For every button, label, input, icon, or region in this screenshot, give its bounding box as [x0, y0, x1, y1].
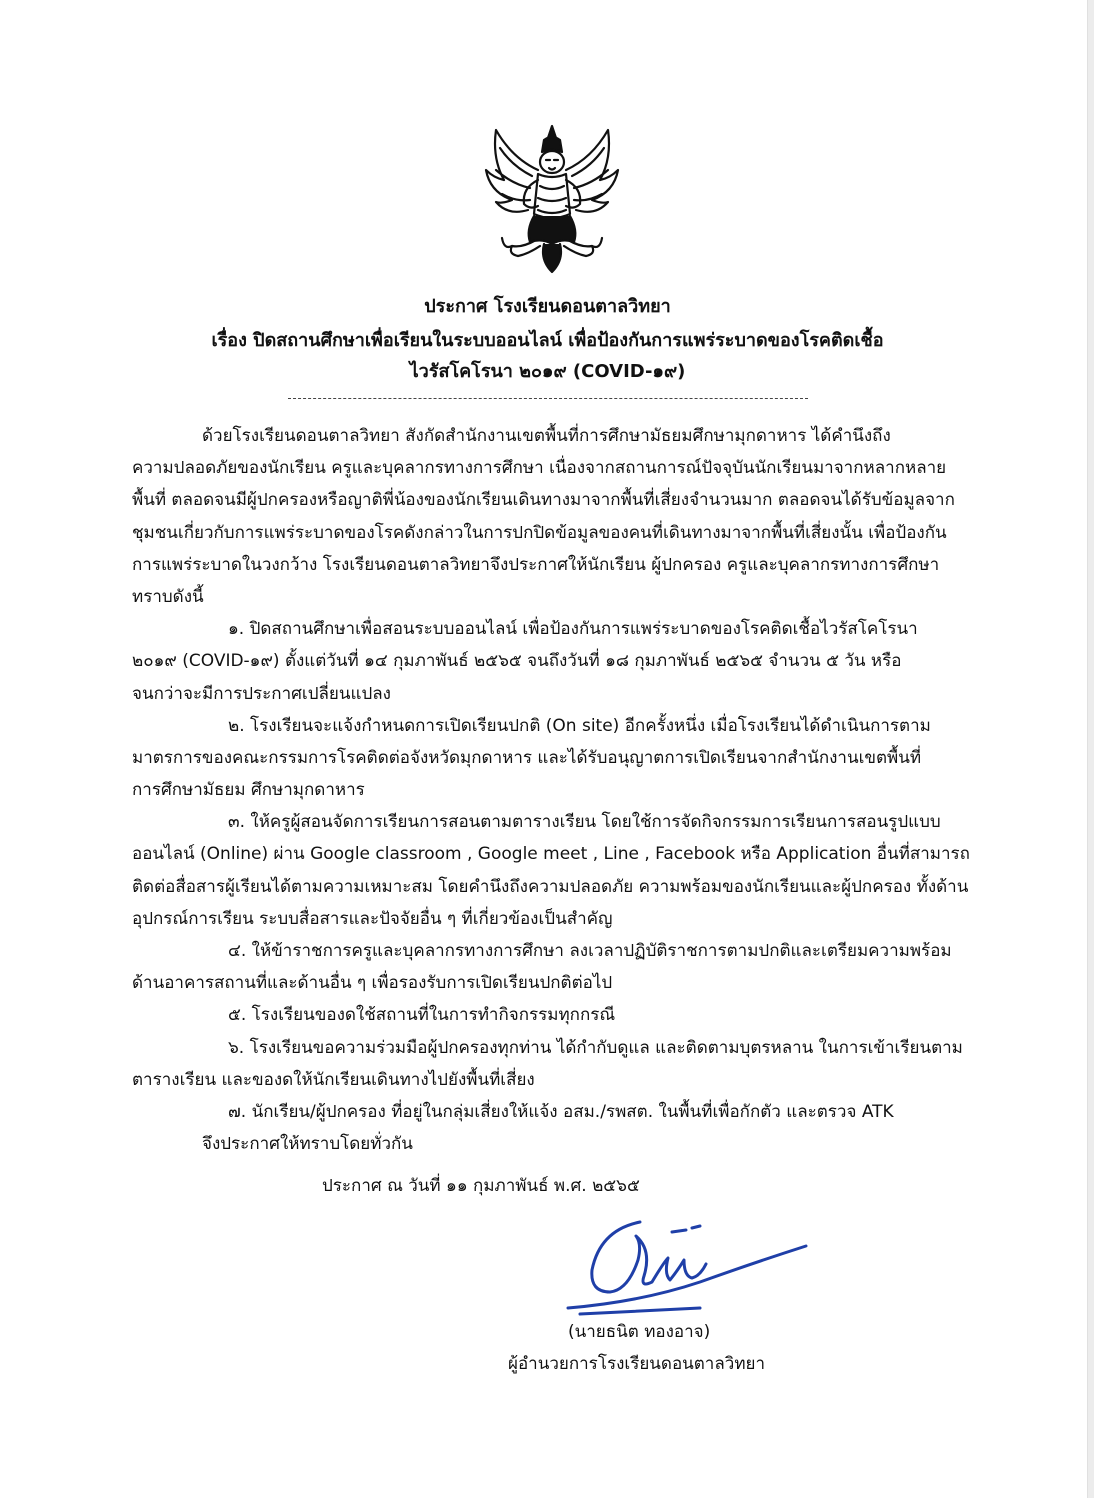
item-6-line: ๖. โรงเรียนขอความร่วมมือผู้ปกครองทุกท่าน ได้กำกับดูแล และติดตามบุตรหลาน ในการเข้าเรียนตาม [228, 1037, 963, 1058]
item-3-line: ๓. ให้ครูผู้สอนจัดการเรียนการสอนตามตารางเรียน โดยใช้การจัดกิจกรรมการเรียนการสอนรูปแบบ [228, 812, 941, 833]
intro-line: การแพร่ระบาดในวงกว้าง โรงเรียนดอนตาลวิทยาจึงประกาศให้นักเรียน ผู้ปกครอง ครูและบุคลากรทางการศึกษา [132, 554, 940, 575]
item-1-line: จนกว่าจะมีการประกาศเปลี่ยนแปลง [132, 683, 391, 704]
item-1-line: ๒๐๑๙ (COVID-๑๙) ตั้งแต่วันที่ ๑๔ กุมภาพันธ์ ๒๕๖๕ จนถึงวันที่ ๑๘ กุมภาพันธ์ ๒๕๖๕ จำนวน ๕ วัน หรือ [132, 651, 902, 672]
header-divider [288, 398, 808, 399]
signatory-name: (นายธนิต ทองอาจ) [568, 1322, 711, 1342]
signature-icon [560, 1210, 810, 1320]
item-1-line: ๑. ปิดสถานศึกษาเพื่อสอนระบบออนไลน์ เพื่อป้องกันการแพร่ระบาดของโรคติดเชื้อไวรัสโคโรนา [228, 619, 918, 640]
item-4-line: ๔. ให้ข้าราชการครูและบุคลากรทางการศึกษา ลงเวลาปฏิบัติราชการตามปกติและเตรียมความพร้อม [228, 941, 952, 961]
item-2-line: ๒. โรงเรียนจะแจ้งกำหนดการเปิดเรียนปกติ (On site) อีกครั้งหนึ่ง เมื่อโรงเรียนได้ดำเนินการตาม [228, 715, 931, 736]
intro-line: พื้นที่ ตลอดจนมีผู้ปกครองหรือญาติพี่น้องของนักเรียนเดินทางมาจากพื้นที่เสี่ยงจำนวนมาก ตลอดจนได้รับข้อมูลจาก [132, 490, 955, 511]
intro-line: ชุมชนเกี่ยวกับการแพร่ระบาดของโรคดังกล่าวในการปกปิดข้อมูลของคนที่เดินทางมาจากพื้นที่เสี่ยงนั้น เพื่อป้องกัน [132, 522, 947, 543]
garuda-emblem-icon [482, 118, 622, 278]
intro-line: ด้วยโรงเรียนดอนตาลวิทยา สังกัดสำนักงานเขตพื้นที่การศึกษามัธยมศึกษามุกดาหาร ได้คำนึงถึง [202, 426, 891, 446]
announcement-title: ประกาศ โรงเรียนดอนตาลวิทยา [424, 296, 671, 317]
page-edge [1087, 0, 1094, 1498]
item-4-line: ด้านอาคารสถานที่และด้านอื่น ๆ เพื่อรองรับการเปิดเรียนปกติต่อไป [132, 973, 613, 994]
announcement-date: ประกาศ ณ วันที่ ๑๑ กุมภาพันธ์ พ.ศ. ๒๕๖๕ [322, 1176, 640, 1196]
item-3-line: อุปกรณ์การเรียน ระบบสื่อสารและปัจจัยอื่น ๆ ที่เกี่ยวข้องเป็นสำคัญ [132, 908, 613, 929]
intro-line: ทราบดังนี้ [132, 586, 204, 607]
announcement-subject: เรื่อง ปิดสถานศึกษาเพื่อเรียนในระบบออนไลน์ เพื่อป้องกันการแพร่ระบาดของโรคติดเชื้อ [211, 330, 884, 351]
closing-line: จึงประกาศให้ทราบโดยทั่วกัน [202, 1134, 413, 1155]
item-2-line: มาตรการของคณะกรรมการโรคติดต่อจังหวัดมุกดาหาร และได้รับอนุญาตการเปิดเรียนจากสำนักงานเขตพื้นที่ [132, 747, 922, 768]
intro-line: ความปลอดภัยของนักเรียน ครูและบุคลากรทางการศึกษา เนื่องจากสถานการณ์ปัจจุบันนักเรียนมาจากหลากหลาย [132, 458, 947, 479]
item-3-line: ติดต่อสื่อสารผู้เรียนได้ตามความเหมาะสม โดยคำนึงถึงความปลอดภัย ความพร้อมของนักเรียนและผู้ปกครอง ทั้งด้าน [132, 876, 969, 897]
item-6-line: ตารางเรียน และของดให้นักเรียนเดินทางไปยังพื้นที่เสี่ยง [132, 1069, 535, 1090]
item-3-line: ออนไลน์ (Online) ผ่าน Google classroom , Google meet , Line , Facebook หรือ Application อื่นที่สามารถ [132, 844, 970, 865]
signatory-title: ผู้อำนวยการโรงเรียนดอนตาลวิทยา [508, 1354, 766, 1374]
item-7-line: ๗. นักเรียน/ผู้ปกครอง ที่อยู่ในกลุ่มเสี่ยงให้แจ้ง อสม./รพสต. ในพื้นที่เพื่อกักตัว และตรวจ ATK [228, 1101, 894, 1122]
item-2-line: การศึกษามัธยม ศึกษามุกดาหาร [132, 780, 365, 801]
announcement-body [132, 420, 982, 1160]
item-5-line: ๕. โรงเรียนของดใช้สถานที่ในการทำกิจกรรมทุกกรณี [228, 1005, 616, 1026]
announcement-subject-cont: ไวรัสโคโรนา ๒๐๑๙ (COVID-๑๙) [409, 361, 686, 382]
